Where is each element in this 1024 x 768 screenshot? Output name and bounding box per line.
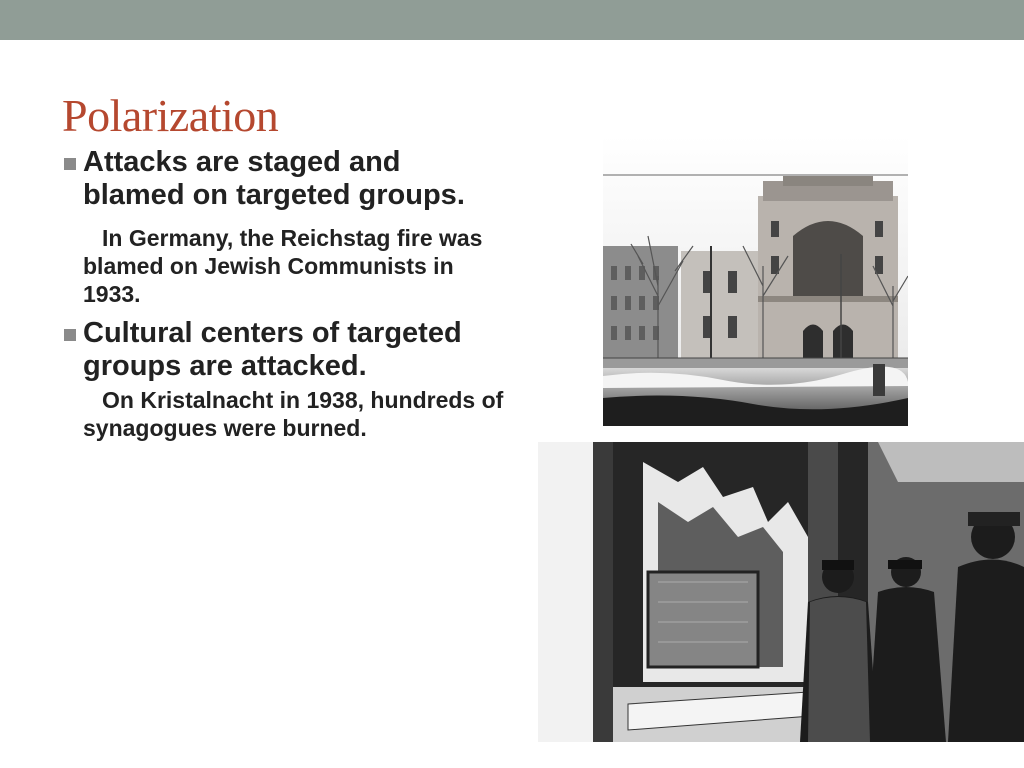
bullet-square-icon xyxy=(64,158,76,170)
bullet-detail: In Germany, the Reichstag fire was blamed on Jewish Communists in 1933. xyxy=(83,225,483,307)
broken-shop-window-photo xyxy=(538,442,1024,742)
bullet-text: Attacks are staged and blamed on targeted groups. xyxy=(83,146,465,211)
bullet-detail: On Kristalnacht in 1938, hundreds of synagogues were burned. xyxy=(83,387,504,441)
bullet-list xyxy=(62,146,507,442)
top-accent-bar xyxy=(0,0,1024,40)
bullet-square-icon xyxy=(64,329,76,341)
slide-title: Polarization xyxy=(62,90,279,141)
bullet-text: Cultural centers of targeted groups are attacked. xyxy=(83,317,462,382)
synagogue-photo xyxy=(603,136,908,426)
bullet-item xyxy=(62,317,507,383)
bullet-item xyxy=(62,146,507,212)
